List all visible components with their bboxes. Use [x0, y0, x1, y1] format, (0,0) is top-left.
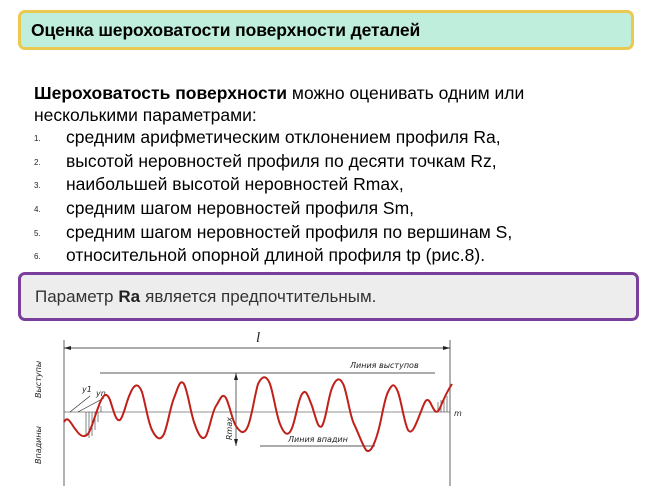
peaks-side-label: Выступы [34, 360, 43, 398]
valley-line-label: Линия впадин [288, 435, 348, 444]
slide-title: Оценка шероховатости поверхности деталей [31, 19, 421, 40]
list-number: 4. [34, 205, 41, 215]
list-text: средним шагом неровностей профиля по вершинам S, [66, 221, 513, 242]
length-arrow-left [64, 346, 71, 350]
rmax-arrow-top [234, 373, 238, 380]
note-before: Параметр [35, 286, 114, 306]
list-text: наибольшей высотой неровностей Rmax, [66, 174, 404, 195]
intro-rest: можно оценивать одним или несколькими параметрами: [34, 83, 525, 125]
list-number: 6. [34, 252, 41, 262]
intro-paragraph [34, 82, 624, 126]
y1-label: y1 [82, 385, 92, 394]
title-banner [18, 10, 634, 50]
list-item [34, 126, 634, 150]
list-item [34, 221, 634, 245]
note-box [18, 272, 639, 321]
peak-line-label: Линия выступов [350, 361, 419, 370]
list-number: 1. [34, 134, 41, 143]
parameter-list [34, 126, 634, 268]
intro-bold-term: Шероховатость поверхности [34, 83, 288, 103]
roughness-profile-figure [30, 326, 470, 496]
list-item [34, 244, 634, 268]
length-arrow-right [443, 346, 450, 350]
list-number: 2. [34, 157, 41, 167]
list-item [34, 197, 634, 221]
rmax-arrow-bottom [234, 439, 238, 446]
list-item [34, 173, 634, 197]
list-number: 3. [34, 181, 41, 191]
valleys-side-label: Впадины [34, 426, 43, 464]
y1-leader [70, 396, 90, 412]
list-item [34, 150, 634, 174]
yn-label: yn [96, 389, 106, 398]
list-number: 5. [34, 228, 41, 238]
list-text: средним шагом неровностей профиля Sm, [66, 198, 415, 219]
note-bold-param: Ra [118, 286, 141, 306]
roughness-profile-curve [64, 377, 452, 451]
length-label: l [256, 330, 261, 346]
list-text: средним арифметическим отклонением профиля Ra, [66, 127, 501, 147]
rmax-label: Rmax [225, 417, 234, 440]
note-after: является предпочтительным. [145, 286, 377, 306]
list-text: относительной опорной длиной профиля tp (рис.8). [66, 245, 486, 266]
list-text: высотой неровностей профиля по десяти точкам Rz, [66, 150, 497, 171]
mean-line-label: m [454, 409, 462, 418]
